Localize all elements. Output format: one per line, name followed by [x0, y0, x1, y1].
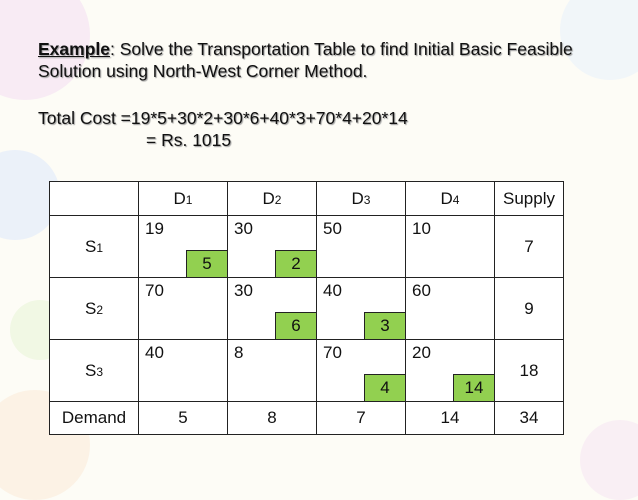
column-header-d3: D3	[317, 182, 406, 216]
cost-value: 30	[234, 281, 253, 300]
cost-value: 70	[323, 343, 342, 362]
example-text: : Solve the Transportation Table to find Initial Basic Feasible Solution using North-West Corner Method.	[38, 39, 573, 81]
demand-value: 8	[228, 402, 317, 435]
row-label-s2: S2	[50, 278, 139, 340]
row-label-s3: S3	[50, 340, 139, 402]
example-heading	[38, 38, 618, 82]
column-header-d2: D2	[228, 182, 317, 216]
cell	[139, 278, 228, 340]
demand-value: 5	[139, 402, 228, 435]
allocation-box: 2	[275, 250, 316, 277]
demand-label: Demand	[50, 402, 139, 435]
cost-value: 8	[234, 343, 244, 362]
cell	[317, 216, 406, 278]
allocation-box: 3	[364, 312, 405, 339]
cell	[406, 340, 495, 402]
cost-value: 70	[145, 281, 164, 300]
table-row	[50, 278, 564, 340]
supply-value: 7	[495, 216, 564, 278]
cost-value: 40	[145, 343, 164, 362]
total-cost	[38, 107, 598, 151]
total-cost-formula: Total Cost =19*5+30*2+30*6+40*3+70*4+20*14	[38, 108, 408, 128]
cell	[228, 216, 317, 278]
corner-cell	[50, 182, 139, 216]
cost-value: 10	[412, 219, 431, 238]
cell	[139, 216, 228, 278]
transportation-table	[49, 181, 564, 435]
supply-header: Supply	[495, 182, 564, 216]
total-cost-result: = Rs. 1015	[146, 130, 232, 150]
header-row	[50, 182, 564, 216]
supply-value: 9	[495, 278, 564, 340]
cell	[228, 278, 317, 340]
demand-row	[50, 402, 564, 435]
example-label: Example	[38, 39, 110, 59]
allocation-box: 14	[453, 374, 494, 401]
demand-value: 14	[406, 402, 495, 435]
table-row	[50, 216, 564, 278]
cell	[317, 340, 406, 402]
cost-value: 19	[145, 219, 164, 238]
cell	[228, 340, 317, 402]
cell	[317, 278, 406, 340]
cell	[406, 278, 495, 340]
background-bubble	[580, 420, 638, 500]
allocation-box: 4	[364, 374, 405, 401]
cost-value: 40	[323, 281, 342, 300]
row-label-s1: S1	[50, 216, 139, 278]
cost-value: 60	[412, 281, 431, 300]
allocation-box: 6	[275, 312, 316, 339]
cell	[139, 340, 228, 402]
supply-value: 18	[495, 340, 564, 402]
cost-value: 50	[323, 219, 342, 238]
column-header-d1: D1	[139, 182, 228, 216]
cell	[406, 216, 495, 278]
column-header-d4: D4	[406, 182, 495, 216]
cost-value: 30	[234, 219, 253, 238]
allocation-box: 5	[186, 250, 227, 277]
table-row	[50, 340, 564, 402]
cost-value: 20	[412, 343, 431, 362]
total-value: 34	[495, 402, 564, 435]
demand-value: 7	[317, 402, 406, 435]
